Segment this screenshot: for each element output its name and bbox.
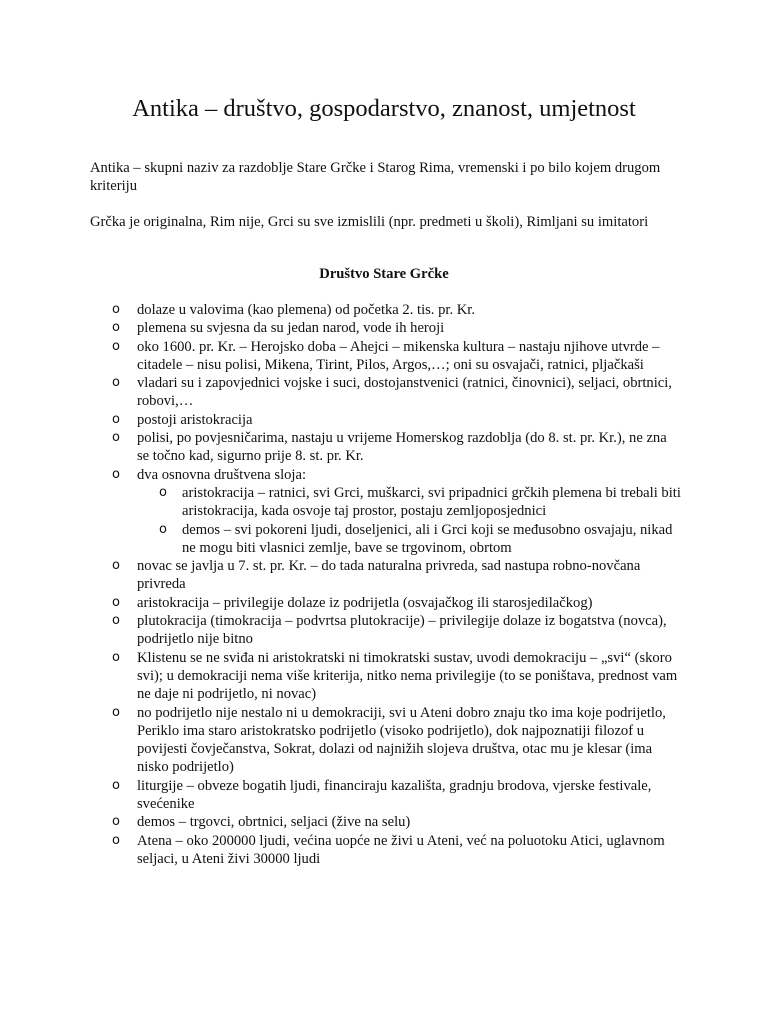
list-item-text: Klistenu se ne sviđa ni aristokratski ni timokratski sustav, uvodi demokraciju – „svi“ (skoro svi); u demokraciji nema više kriterija, nitko nema privilegije (to se poništava, prednost vam ne daje ni podrijetlo, ni novac) xyxy=(137,649,678,703)
list-item-text: polisi, po povjesničarima, nastaju u vrijeme Homerskog razdoblja (do 8. st. pr. Kr.), ne zna se točno kad, sigurno prije 8. st. pr. Kr. xyxy=(137,430,667,465)
bullet-marker: o xyxy=(112,777,120,793)
list-item xyxy=(112,301,682,319)
bullet-marker: o xyxy=(112,320,120,336)
bullet-marker: o xyxy=(112,594,120,610)
list-item xyxy=(112,338,682,375)
bullet-marker: o xyxy=(112,704,120,720)
bullet-marker: o xyxy=(112,430,120,446)
list-item-text: oko 1600. pr. Kr. – Herojsko doba – Ahejci – mikenska kultura – nastaju njihove utvrde – citadele – nisu polisi, Mikena, Tirint, Pilos, Argos,…; oni su osvajači, ratnici, pljačkaši xyxy=(137,338,660,373)
bullet-list xyxy=(112,301,682,868)
list-item xyxy=(112,813,682,831)
list-item-text: liturgije – obveze bogatih ljudi, financiraju kazališta, gradnju brodova, vjerske festivale, svećenike xyxy=(137,777,652,813)
bullet-marker: o xyxy=(112,411,120,427)
list-item xyxy=(112,594,682,612)
section-heading: Društvo Stare Grčke xyxy=(319,266,449,282)
bullet-marker: o xyxy=(112,832,120,848)
list-item xyxy=(112,832,682,869)
bullet-marker: o xyxy=(112,375,120,391)
sub-list-item xyxy=(137,521,682,558)
list-item xyxy=(112,704,682,777)
list-item xyxy=(112,319,682,337)
bullet-marker: o xyxy=(159,484,167,500)
list-item-text: demos – trgovci, obrtnici, seljaci (žive na selu) xyxy=(137,814,411,831)
list-item xyxy=(112,374,682,411)
list-item-text: no podrijetlo nije nestalo ni u demokraciji, svi u Ateni dobro znaju tko ima koje podrijetlo, Periklo ima staro aristokratsko podrijetlo (visoko podrijetlo), dok najpoznatiji filozof u povijesti čovječanstva, Sokrat, dolazi od najnižih slojeva društva, otac mu je klesar (ima nisko podrijetlo) xyxy=(137,704,666,776)
bullet-marker: o xyxy=(112,466,120,482)
bullet-marker: o xyxy=(112,814,120,830)
list-item-text: Atena – oko 200000 ljudi, većina uopće ne živi u Ateni, već na poluotoku Atici, uglavnom seljaci, u Ateni živi 30000 ljudi xyxy=(137,832,665,867)
sub-list-item-text: aristokracija – ratnici, svi Grci, muškarci, svi pripadnici grčkih plemena bi trebali biti aristokracija, kada osvoje taj prostor, postaju zemljoposjednici xyxy=(182,484,681,520)
list-item xyxy=(112,411,682,429)
list-item xyxy=(112,557,682,594)
list-item xyxy=(112,612,682,649)
bullet-marker: o xyxy=(159,521,167,537)
sub-list xyxy=(137,484,682,557)
sub-list-item xyxy=(137,484,682,521)
list-item-text: plutokracija (timokracija – podvrtsa plutokracije) – privilegije dolaze iz bogatstva (novca), podrijetlo nije bitno xyxy=(137,613,667,648)
bullet-marker: o xyxy=(112,649,120,665)
bullet-marker: o xyxy=(112,338,120,354)
list-item-text: novac se javlja u 7. st. pr. Kr. – do tada naturalna privreda, sad nastupa robno-novčana privreda xyxy=(137,558,641,593)
list-item-text: dva osnovna društvena sloja: xyxy=(137,466,307,483)
list-item-text: vladari su i zapovjednici vojske i suci, dostojanstvenici (ratnici, činovnici), seljaci, obrtnici, robovi,… xyxy=(137,375,672,410)
list-item-text: plemena su svjesna da su jedan narod, vode ih heroji xyxy=(137,320,445,337)
intro-paragraph-grcka: Grčka je originalna, Rim nije, Grci su sve izmislili (npr. predmeti u školi), Rimljani su imitatori xyxy=(90,214,649,230)
list-item-text: postoji aristokracija xyxy=(137,411,253,428)
intro-paragraph-antika: Antika – skupni naziv za razdoblje Stare Grčke i Starog Rima, vremenski i po bilo kojem drugom kriteriju xyxy=(90,160,661,195)
list-item xyxy=(112,649,682,704)
sub-list-item-text: demos – svi pokoreni ljudi, doseljenici, ali i Grci koji se međusobno osvajaju, nikad ne mogu biti vlasnici zemlje, bave se trgovinom, obrtom xyxy=(182,521,673,556)
bullet-marker: o xyxy=(112,302,120,317)
bullet-marker: o xyxy=(112,613,120,629)
list-item xyxy=(112,429,682,466)
list-item-text: dolaze u valovima (kao plemena) od početka 2. tis. pr. Kr. xyxy=(137,302,475,318)
document-title: Antika – društvo, gospodarstvo, znanost, umjetnost xyxy=(132,95,636,122)
bullet-marker: o xyxy=(112,558,120,574)
list-item xyxy=(112,777,682,814)
list-item-text: aristokracija – privilegije dolaze iz podrijetla (osvajačkog ili starosjedilačkog) xyxy=(137,594,593,611)
list-item xyxy=(112,466,682,557)
